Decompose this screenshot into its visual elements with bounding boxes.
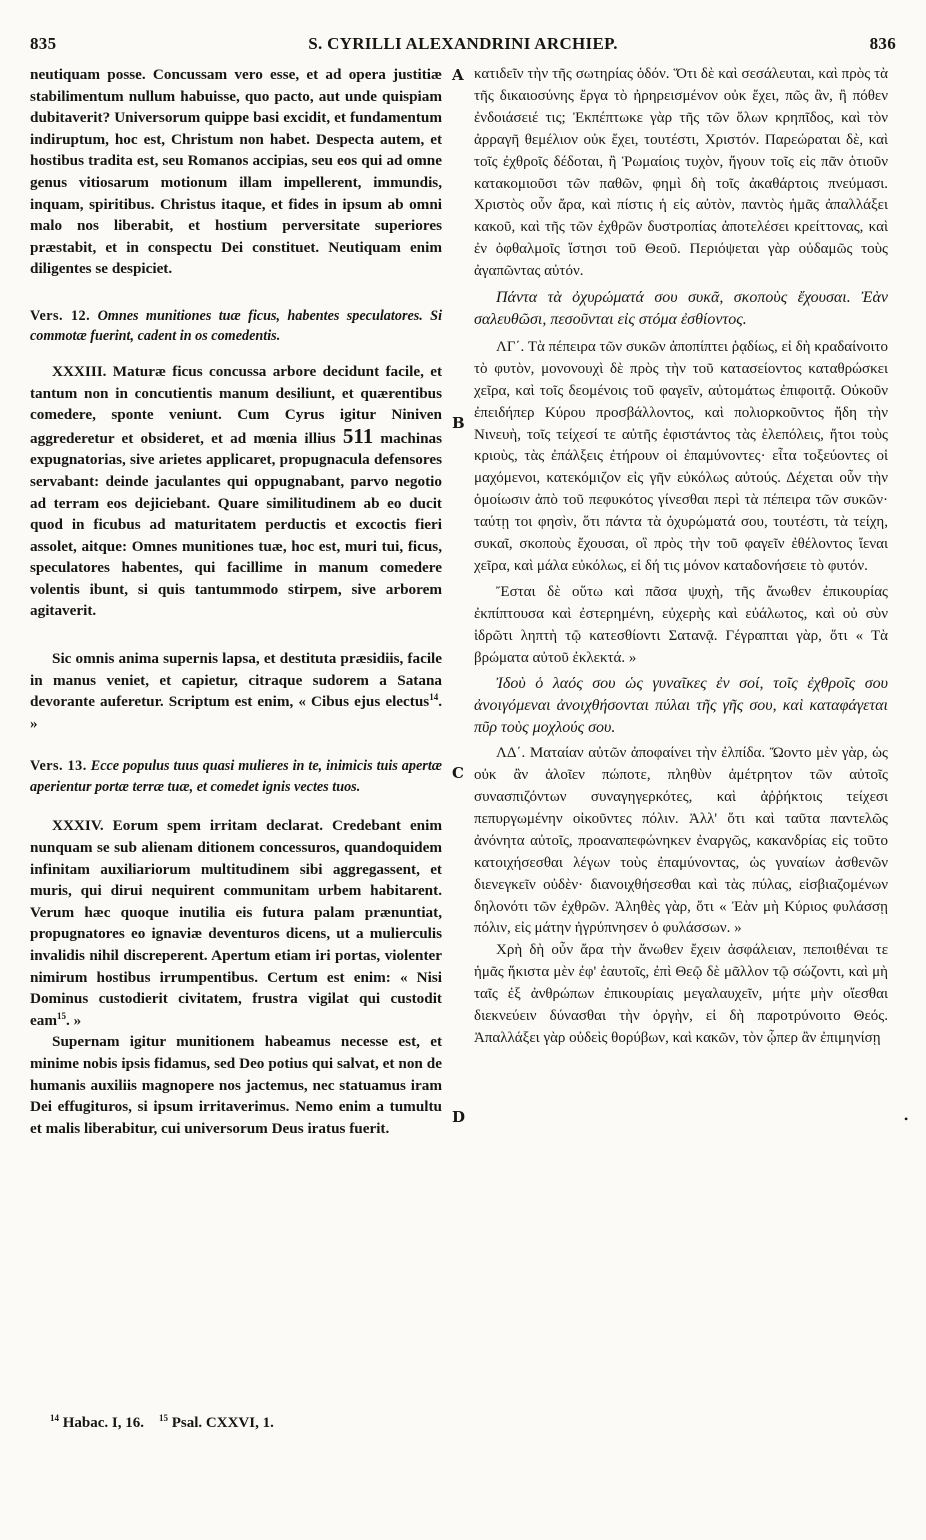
quote-close: . »: [30, 693, 442, 732]
latin-paragraph-sic-text: Sic omnis anima supernis lapsa, et destituta præsidiis, facile in manus veniet, et capietur, citraque sudorem a Satana devorante auferetur. Scriptum est enim, « Cibus ejus electus: [30, 650, 442, 711]
greek-paragraph-1: κατιδεῖν τὴν τῆς σωτηρίας ὁδόν. Ὅτι δὲ καὶ σεσάλευται, καὶ πρὸς τὰ τῆς δικαιοσύνης ἔργα τὸ ἠρηρεισμένον οὐκ ἔχει, πῶς ἂν, ἢ πόθεν ἐνδοιάσειέ τις; Ἐκπέπτωκε γὰρ τῆς τῶν ὅλων κρηπῖδος, καὶ τὸν ἀρραγῆ θεμέλιον οὐκ ἔχει, τουτέστι, Χριστόν. Παρεώραται δὲ, καὶ τοῖς ἐχθροῖς δέδοται, ἢ Ῥωμαίοις τυχὸν, ἤγουν τοῖς εἰς πᾶν ὁτιοῦν κατακομιοῦσι τῶν παθῶν, φημὶ δὴ τοῖς ἀκαθάρτοις πνεύμασι. Χριστὸς οὖν ἄρα, καὶ πίστις ἡ εἰς αὐτὸν, παντὸς ἡμᾶς ἀπαλλάξει κακοῦ, καὶ τῆς τῶν ἐχθρῶν δυστροπίας ἀποτελέσει κρείττονας, καὶ ἐν ὀφθαλμοῖς ἵστησι τοῦ Θεοῦ. Περιόψεται γὰρ οὐδαμῶς τοὺς ἀγαπῶντας αὐτόν.: [474, 66, 888, 280]
running-title: S. CYRILLI ALEXANDRINI ARCHIEP.: [308, 34, 618, 53]
latin-verse-12-text: Omnes munitiones tuæ ficus, habentes speculatores. Si commotæ fuerint, cadent in os comedentis.: [30, 307, 443, 345]
latin-paragraph-xxxiv: [30, 815, 442, 1031]
migne-column-mark: 511: [342, 423, 374, 448]
greek-paragraph-final: Χρὴ δὴ οὖν ἄρα τὴν ἄνωθεν ἔχειν ἀσφάλειαν, πεποιθέναι τε ἡμᾶς ἥκιστα μὲν ἐφ' ἑαυτοῖς, ἐπὶ Θεῷ δὲ μᾶλλον τῷ σώζοντι, καὶ μὴ ταῖς ἐξ ἀνθρώπων ἐπικουρίαις μεγαλαυχεῖν, μήτε μὴν οἴεσθαι διεκνεύειν δύνασθαι τὴν ὀργὴν, εἰ δὴ παροτρύνοιτο Θεός. Ἀπαλλάξει γὰρ οὐδεὶς θορύβων, καὶ κακῶν, τὸν ᾧπερ ἂν ἐπιμηνίσῃ: [474, 942, 888, 1046]
latin-verse-12-label: Vers. 12.: [30, 307, 91, 324]
margin-marker-b: B: [452, 414, 465, 432]
footnotes: [50, 1415, 274, 1432]
latin-paragraph-1: neutiquam posse. Concussam vero esse, et ad opera justitiæ stabilimentum nullum habuisse, quo pacto, aut unde quispiam dubitaverit? Universorum quippe basi excidit, et fundamentum indiruptum, hoc est, Christum non habet. Despecta autem, et hostibus tradita est, seu Romanos accipias, seu eos qui ad omne genus vitiosarum motionum illam impellerent, immundis, inquam, spiritibus. Christus itaque, et fides in ipsum ab omni malo nos liberabit, et hostium perversitate superiores præstabit, et in conspectu Dei constituet. Neutiquam enim diligentes se despiciet.: [30, 66, 442, 278]
greek-column: [474, 64, 888, 1050]
latin-paragraph-xxxiii: [30, 361, 442, 622]
latin-verse-12: [30, 306, 442, 347]
quote-close: . »: [66, 1011, 82, 1029]
latin-paragraph-xxxiii-b: machinas expugnatorias, sive arietes applicaret, propugnacula defensores servabant: deinde jaculantes qui oppugnabant, parvo negotio ad terram eos dejiciebant. Quare similitudinem ab eo ducit quod in ficubus ad maturitatem perductis et excoctis fieri assolet, aitque: Omnes munitiones tuæ, hoc est, muri tui, ficus, speculatores habentes, qui facillime in manum comedere volentis ibunt, si quis tantummodo stirpem, sive arborem agitaverit.: [30, 429, 443, 620]
greek-paragraph-lg: [474, 337, 888, 578]
latin-paragraph-sic: [30, 648, 442, 734]
footnote-15-number: 15: [159, 1413, 169, 1423]
margin-marker-a: A: [452, 66, 464, 84]
running-header: [30, 34, 896, 58]
footnote-14-text: Habac. I, 16.: [62, 1415, 145, 1431]
latin-paragraph-final: Supernam igitur munitionem habeamus necesse est, et minime nobis ipsis fidamus, sed Deo potius qui salvat, et non de humanis auxiliis magnopere nos jactemus, nec statuamus iram Dei effugituros, si ipsum irritaverimus. Nemo enim a tumultu et malis liberabitur, cui universorum Deus iratus fuerit.: [30, 1033, 442, 1137]
greek-paragraph-ld-text: Ματαίαν αὐτῶν ἀποφαίνει τὴν ἐλπίδα. Ὤοντο μὲν γὰρ, ὡς οὐκ ἂν ἁλοῖεν πώποτε, πληθὺν ἀμέτρητον τῶν αὐτοῖς συνασπιζόντων συναγηγερκότες, καὶ ἀῤῥήκτοις τείχεσι πεπυργωμένην οἰκοῦντες πόλιν. Ἀλλ' ὅτι καὶ ταῦτα παντελῶς ἀνόνητα αὐτοῖς, προαναπεφώνηκεν ἐναργῶς, κακανδρίας εἰς τοῦτο κατοιχήσεσθαι λέγων τοὺς ἐπαμύνοντας, ὡς γυναίων ἀσθενῶν διενεγκεῖν οὐδὲν· διανοιχθήσεσθαι καὶ τὰς πύλας, εἰσβιαζομένων δηλονότι τῶν ἐχθρῶν. Ἀληθὲς γὰρ, ὅτι « Ἐὰν μὴ Κύριος φυλάσσῃ πόλιν, εἰς μάτην ἠγρύπνησεν ὁ φυλάσσων. »: [474, 745, 888, 937]
latin-section-number-xxxiii: XXXIII.: [52, 362, 107, 380]
greek-paragraph-estai: Ἔσται δὲ οὕτω καὶ πᾶσα ψυχὴ, τῆς ἄνωθεν ἐπικουρίας ἐκπίπτουσα καὶ ἐστερημένη, εὐχερὴς καὶ εὐάλωτος, καὶ οὐ σὺν ἱδρῶτι ληπτὴ τῷ κατεσθίοντι Σατανᾷ. Γέγραπται γὰρ, ὅτι « Τὰ βρώματα αὐτοῦ ἐκλεκτά. »: [474, 583, 888, 666]
latin-section-number-xxxiv: XXXIV.: [52, 817, 104, 835]
latin-verse-13-label: Vers. 13.: [30, 758, 87, 775]
greek-section-number-lg: ΛΓ΄.: [496, 338, 525, 355]
latin-paragraph-xxxiii-a: Maturæ ficus concussa arbore decidunt facile, et tantum non in concutientis manum desiliunt, et quærentibus comedere, sponte veniunt. Cum Cyrus igitur Niniven aggrederetur et obsideret, et ad mœnia illius: [30, 362, 442, 447]
margin-bullet: •: [904, 1112, 909, 1126]
footnote-ref-15: 15: [57, 1010, 66, 1021]
latin-verse-13: [30, 756, 442, 797]
page-number-left: 835: [30, 34, 57, 53]
latin-paragraph-xxxiv-text: Eorum spem irritam declarat. Credebant enim nunquam se sub alienam ditionem concessuros, quandoquidem infinitam auxiliariorum multitudinem sibi aggregassent, et muris, qui dirui nequirent communitam urbem habitarent. Verum hæc quoque inutilia eis futura palam prænuntiat, propugnatores eo ignaviæ deventuros dicens, ut a mulierculis invalidis nihil discreperent. Apertum etiam iri portas, violenter nimirum hostibus irrumpentibus. Certum est enim: « Nisi Dominus custodierit civitatem, frustra vigilat qui custodit eam: [30, 817, 443, 1029]
greek-section-number-ld: ΛΔ΄.: [496, 745, 526, 762]
greek-verse-13: Ἰδοὺ ὁ λαός σου ὡς γυναῖκες ἐν σοί, τοῖς ἐχθροῖς σου ἀνοιγόμεναι ἀνοιχθήσονται πύλαι τῆς γῆς σου, καὶ καταφάγεται πῦρ τοὺς μοχλούς σου.: [474, 675, 888, 737]
margin-marker-c: C: [452, 764, 464, 782]
page-number-right: 836: [869, 34, 896, 53]
margin-marker-d: D: [452, 1108, 466, 1126]
latin-column: [30, 64, 442, 1139]
greek-paragraph-lg-text: Τὰ πέπειρα τῶν συκῶν ἀποπίπτει ῥᾳδίως, εἰ δὴ κραδαίνοιτο τὸ φυτὸν, μονονουχὶ δὲ πρὸς τὴν τοῦ κατασείοντος καταθρώσκει χεῖρα, καὶ τοῖς δεομένοις τοῦ φαγεῖν, αὐτομάτως ἐπιφοιτᾷ. Οὐκοῦν ἐπειδήπερ Κύρου προσβάλλοντος, καὶ πολιορκοῦντος ἤδη τὴν Νινευὴ, τοῖς τείχεσί τε αὐτῆς ἐφιστάντος τὰς ἑλεπόλεις, ἤτοι τοὺς κριοὺς, τὰς ἐπάλξεις ἐτήρουν οἱ ἐπαμύνοντες· εἶτα τοξεύοντες οἱ μαχόμενοι, κατεκόμιζον εἰς γῆν εὐκόλως αὐτούς. Δέχεται οὖν τὴν ὁμοίωσιν ἀπὸ τοῦ πεφυκότος γίνεσθαι περὶ τὰ πέπειρα τῶν συκῶν· ταύτῃ τοι φησὶν, ὅτι πάντα τὰ ὀχυρώματά σου, τουτέστι, τὰ τείχη, συκαῖ, σκοποὺς ἔχουσαι, οἳ πρὸς τὴν τοῦ φαγεῖν ἐθέλοντος ἴεναι χεῖρα, καὶ μάλα εὐκόλως, εἰ δή τις μόνον καταδονήσειε τὸ φυτόν.: [474, 338, 889, 574]
footnote-ref-14: 14: [429, 692, 439, 703]
footnote-14-number: 14: [50, 1413, 59, 1423]
footnote-15-text: Psal. CXXVI, 1.: [171, 1415, 274, 1431]
latin-verse-13-text: Ecce populus tuus quasi mulieres in te, inimicis tuis apertæ aperientur portæ terræ tuæ, et comedet ignis vectes tuos.: [30, 758, 443, 795]
greek-verse-12: Πάντα τὰ ὀχυρώματά σου συκᾶ, σκοποὺς ἔχουσαι. Ἐὰν σαλευθῶσι, πεσοῦνται εἰς στόμα ἐσθίοντος.: [474, 289, 888, 328]
greek-paragraph-ld: [474, 743, 888, 940]
